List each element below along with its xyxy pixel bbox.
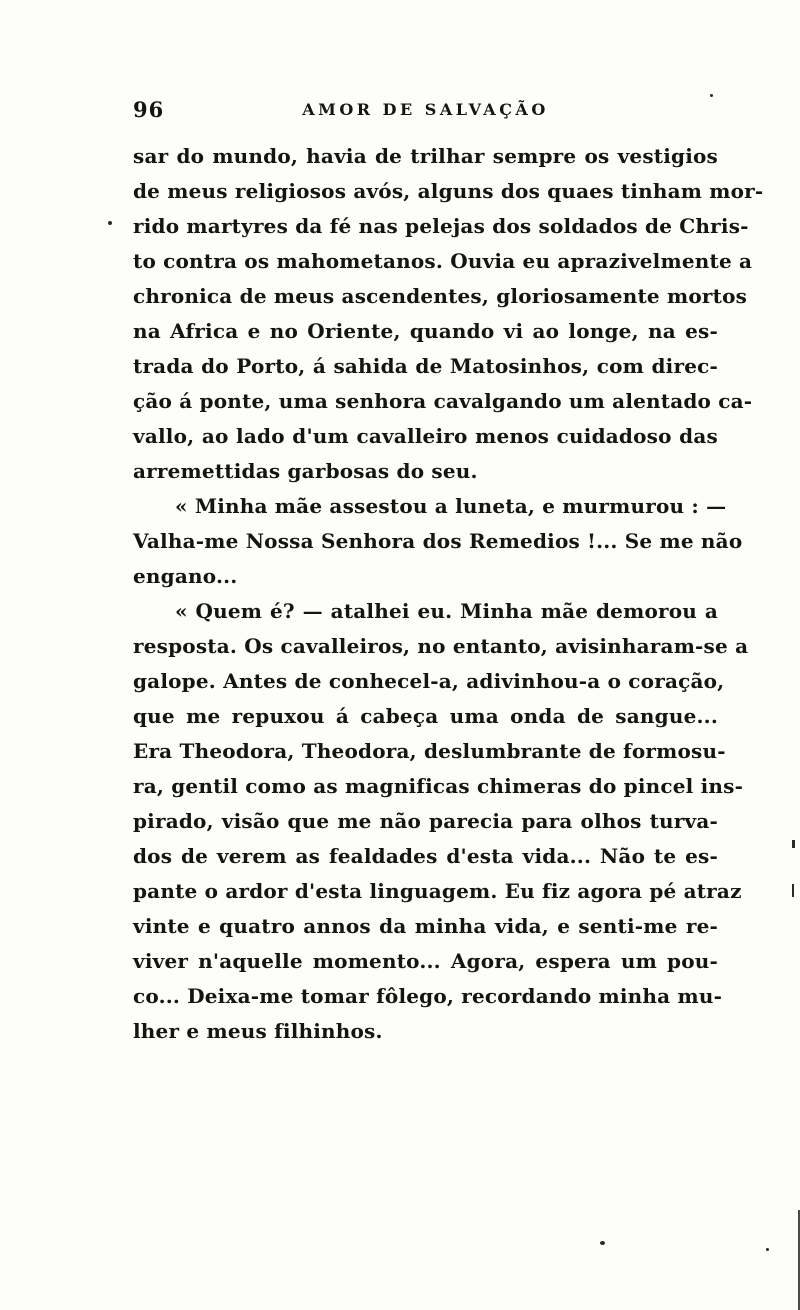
text-line: arremettidas garbosas do seu. <box>133 459 478 483</box>
text-line: viver n'aquelle momento... Agora, espera um pou- <box>133 949 718 973</box>
text-line: Era Theodora, Theodora, deslumbrante de formosu- <box>133 739 726 763</box>
text-line: dos de verem as fealdades d'esta vida... Não te es- <box>133 844 718 868</box>
text-line: to contra os mahometanos. Ouvia eu aprazivelmente a <box>133 249 753 273</box>
text-line: pirado, visão que me não parecia para olhos turva- <box>133 809 718 833</box>
text-line: rido martyres da fé nas pelejas dos soldados de Chris- <box>133 214 749 238</box>
scan-speck <box>108 221 112 225</box>
scan-speck <box>710 94 713 97</box>
text-line: chronica de meus ascendentes, gloriosamente mortos <box>133 284 748 308</box>
scan-speck <box>600 1241 605 1245</box>
text-line: de meus religiosos avós, alguns dos quaes tinham mor- <box>133 179 764 203</box>
scan-speck <box>792 884 794 897</box>
page-text <box>133 139 764 1049</box>
text-line: galope. Antes de conhecel-a, adivinhou-a o coração, <box>133 669 725 693</box>
text-line: lher e meus filhinhos. <box>133 1019 383 1043</box>
text-line: trada do Porto, á sahida de Matosinhos, com direc- <box>133 354 718 378</box>
text-line: sar do mundo, havia de trilhar sempre os vestigios <box>133 144 718 168</box>
text-line: Valha-me Nossa Senhora dos Remedios !... Se me não <box>133 529 743 553</box>
scan-speck <box>766 1248 769 1251</box>
text-line: que me repuxou á cabeça uma onda de sangue... <box>133 704 718 728</box>
text-line: engano... <box>133 564 238 588</box>
running-title: AMOR DE SALVAÇÃO <box>302 100 549 119</box>
page-number: 96 <box>133 97 165 122</box>
text-line: « Quem é? — atalhei eu. Minha mãe demorou a <box>175 599 718 623</box>
page-header <box>133 97 718 125</box>
text-line: na Africa e no Oriente, quando vi ao longe, na es- <box>133 319 718 343</box>
text-line: resposta. Os cavalleiros, no entanto, avisinharam-se a <box>133 634 749 658</box>
text-line: pante o ardor d'esta linguagem. Eu fiz agora pé atraz <box>133 879 742 903</box>
text-line: « Minha mãe assestou a luneta, e murmurou : — <box>175 494 727 518</box>
text-line: vallo, ao lado d'um cavalleiro menos cuidadoso das <box>133 424 718 448</box>
text-line: vinte e quatro annos da minha vida, e senti-me re- <box>133 914 718 938</box>
text-line: ra, gentil como as magnificas chimeras do pincel ins- <box>133 774 744 798</box>
scan-speck <box>792 840 795 848</box>
text-line: co... Deixa-me tomar fôlego, recordando minha mu- <box>133 984 723 1008</box>
text-line: ção á ponte, uma senhora cavalgando um alentado ca- <box>133 389 753 413</box>
